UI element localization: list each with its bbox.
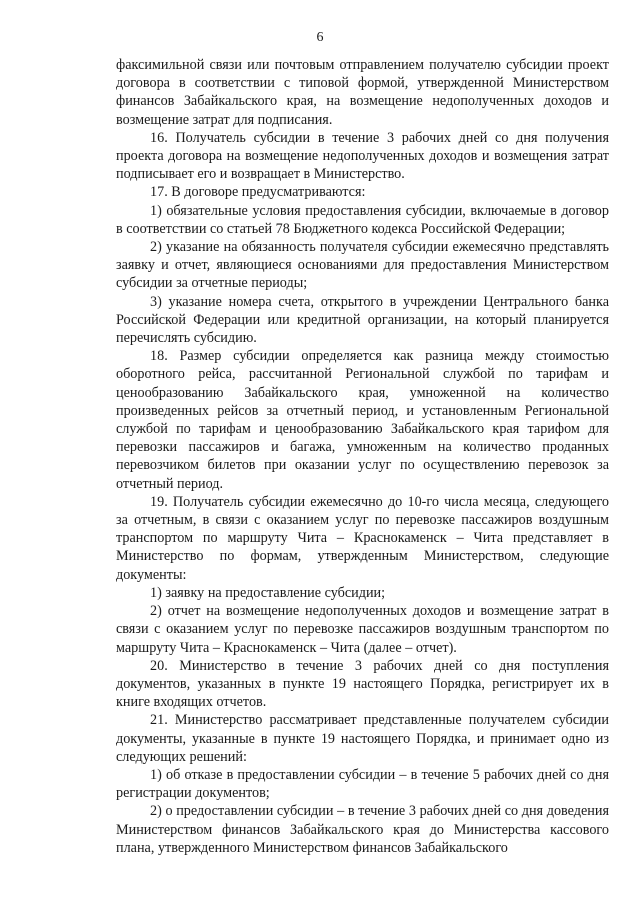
paragraph-20: 20. Министерство в течение 3 рабочих дней со дня поступления документов, указанных в пункте 19 настоящего Порядка, регистрирует их в книге входящих отчетов.: [116, 657, 609, 711]
paragraph-17: 17. В договоре предусматриваются:: [150, 184, 366, 201]
paragraph-19-item-2: 2) отчет на возмещение недополученных доходов и возмещение затрат в связи с оказанием услуг по перевозке пассажиров воздушным транспортом по маршруту Чита – Краснокаменск – Чита (далее – отчет).: [116, 603, 609, 656]
paragraph-19-item-1: 1) заявку на предоставление субсидии;: [150, 584, 386, 601]
paragraph-18: 18. Размер субсидии определяется как разница между стоимостью оборотного рейса, рассчитанной Региональной службой по тарифам и ценообразованию Забайкальского края, умноженной на количество произведенных рейсов за отчетный период, и установленным Региональной службой по тарифам и ценообразованию Забайкальского края тарифом для перевозки пассажиров и багажа, умноженным на количество проданных перевозчиком билетов при оказании услуг по осуществлению перевозок за отчетный период.: [116, 348, 609, 492]
paragraph-21: 21. Министерство рассматривает представленные получателем субсидии документы, указанные в пункте 19 настоящего Порядка, и принимает одно из следующих решений:: [116, 712, 609, 765]
paragraph-21-item-1: 1) об отказе в предоставлении субсидии – в течение 5 рабочих дней со дня регистрации документов;: [116, 766, 609, 802]
document-body: [116, 56, 609, 857]
paragraph-19: 19. Получатель субсидии ежемесячно до 10-го числа месяца, следующего за отчетным, в связи с оказанием услуг по перевозке пассажиров воздушным транспортом по маршруту Чита – Краснокаменск – Чита представляет в Министерство по формам, утвержденным Министерством, следующие документы:: [116, 493, 609, 583]
paragraph-21-item-2: 2) о предоставлении субсидии – в течение 3 рабочих дней со дня доведения Министерством финансов Забайкальского края до Министерства кассового плана, утвержденного Министерством финансов Забайкальского: [116, 803, 609, 856]
paragraph-17-item-2: 2) указание на обязанность получателя субсидии ежемесячно представлять заявку и отчет, являющиеся основаниями для предоставления Министерством субсидии за отчетные периоды;: [116, 239, 609, 292]
paragraph-17-item-1: 1) обязательные условия предоставления субсидии, включаемые в договор в соответствии со статьей 78 Бюджетного кодекса Российской Федерации;: [116, 202, 609, 237]
paragraph-16: 16. Получатель субсидии в течение 3 рабочих дней со дня получения проекта договора на возмещение недополученных доходов и возмещения затрат подписывает его и возвращает в Министерство.: [116, 129, 609, 183]
paragraph-17-item-3: 3) указание номера счета, открытого в учреждении Центрального банка Российской Федерации или кредитной организации, на который планируется перечислять субсидию.: [116, 293, 609, 347]
page-number: 6: [316, 30, 324, 45]
paragraph-continuation: факсимильной связи или почтовым отправлением получателю субсидии проект договора в соответствии с типовой формой, утвержденной Министерством финансов Забайкальского края, на возмещение недополученных доходов и возмещение затрат для подписания.: [116, 57, 609, 128]
